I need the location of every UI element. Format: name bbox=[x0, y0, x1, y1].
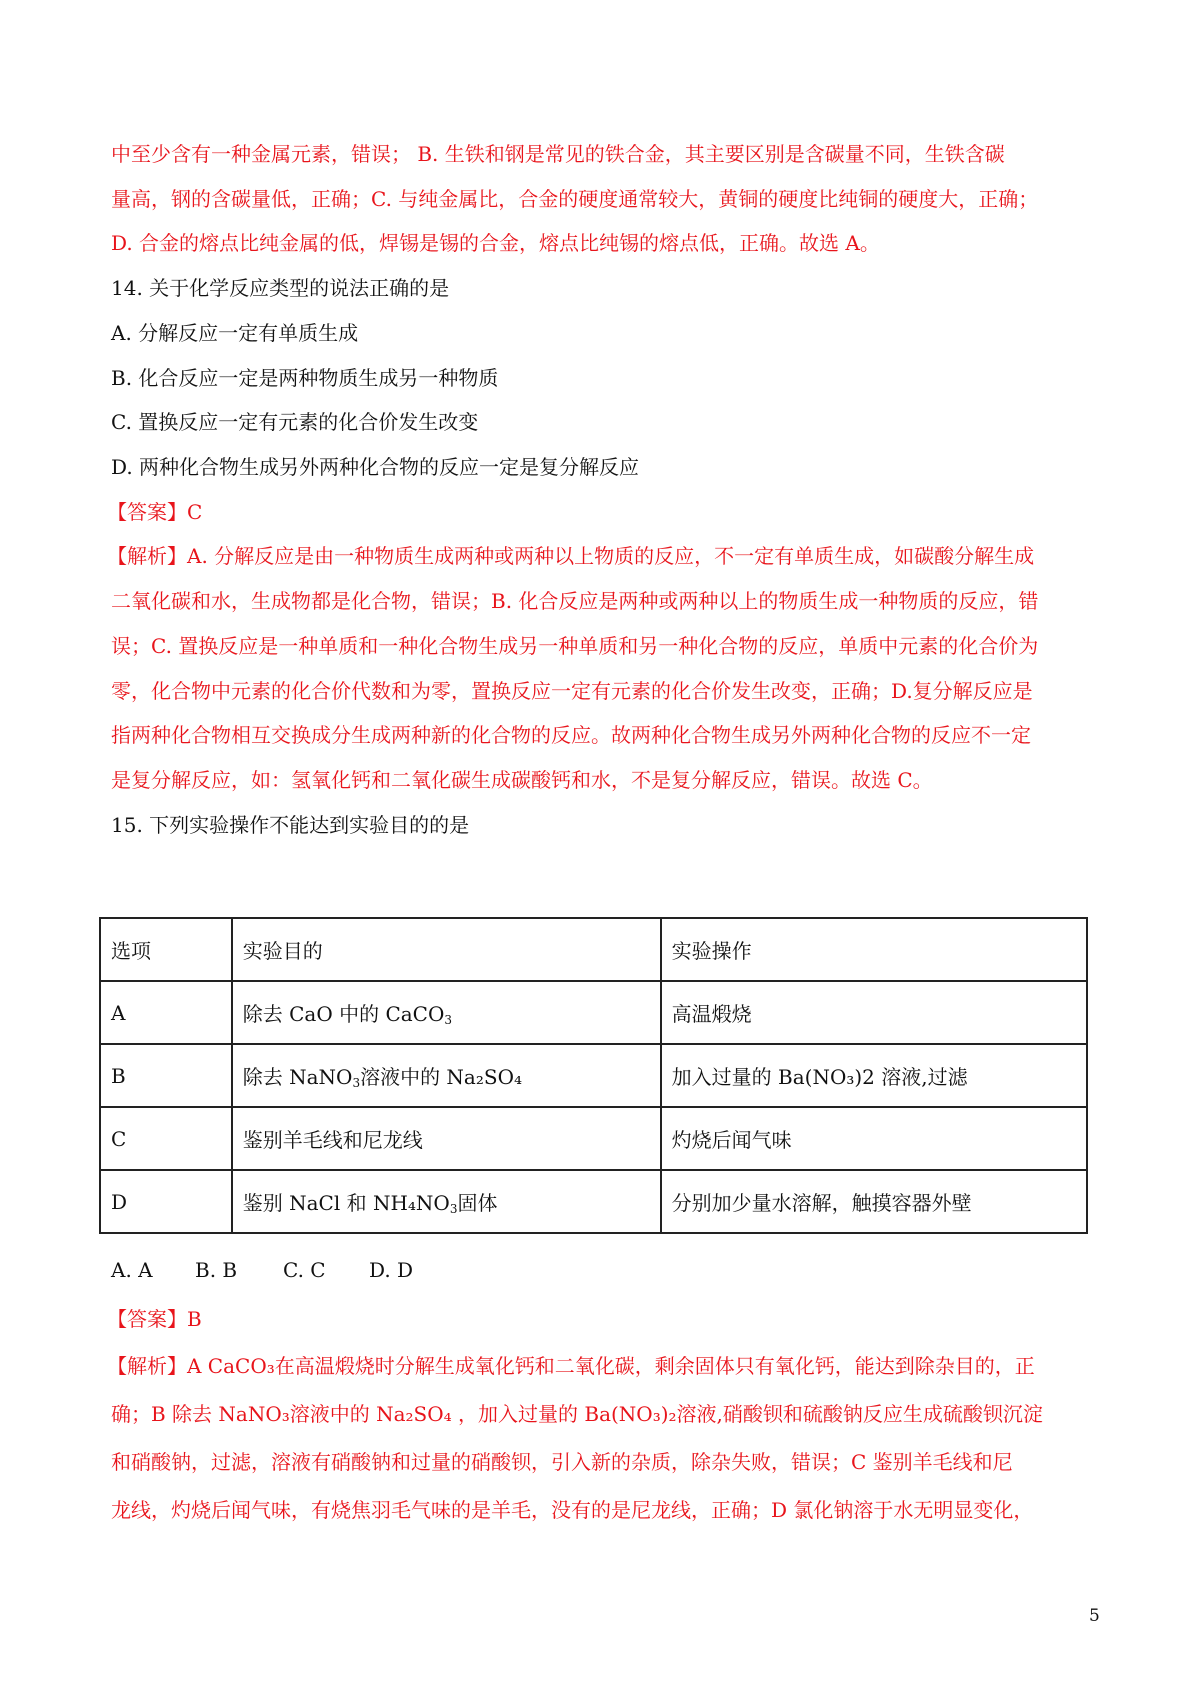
purpose-text-tail: 溶液中的 Na₂SO₄ bbox=[360, 1065, 522, 1089]
purpose-subscript: 3 bbox=[352, 1076, 361, 1090]
row-purpose bbox=[232, 1044, 661, 1107]
purpose-text: 鉴别 NaCl 和 NH₄NO bbox=[242, 1191, 450, 1215]
q13-explanation-line-2: 量高，钢的含碳量低，正确；C. 与纯金属比，合金的硬度通常较大，黄铜的硬度比纯铜的硬度大，正确； bbox=[111, 187, 1039, 211]
q14-explanation-line-3: 误；C. 置换反应是一种单质和一种化合物生成另一种单质和另一种化合物的反应，单质中元素的化合价为 bbox=[111, 634, 1039, 658]
header-option: 选项 bbox=[100, 918, 232, 981]
q15-explanation-line-4: 龙线，灼烧后闻气味，有烧焦羽毛气味的是羊毛，没有的是尼龙线，正确；D 氯化钠溶于水无明显变化， bbox=[111, 1498, 1034, 1522]
table-row bbox=[100, 981, 1087, 1044]
purpose-text-tail: 固体 bbox=[457, 1191, 498, 1215]
table-header-row bbox=[100, 918, 1087, 981]
header-purpose: 实验目的 bbox=[232, 918, 661, 981]
purpose-text: 鉴别羊毛线和尼龙线 bbox=[242, 1128, 423, 1152]
q14-option-d: D. 两种化合物生成另外两种化合物的反应一定是复分解反应 bbox=[111, 455, 640, 479]
row-option: C bbox=[100, 1107, 232, 1170]
q15-choice-b: B. B bbox=[195, 1258, 238, 1282]
q15-stem: 15. 下列实验操作不能达到实验目的的是 bbox=[111, 813, 470, 837]
q13-explanation-line-1: 中至少含有一种金属元素，错误； B. 生铁和钢是常见的铁合金，其主要区别是含碳量不同，生铁含碳 bbox=[111, 142, 1005, 166]
q14-option-c: C. 置换反应一定有元素的化合价发生改变 bbox=[111, 410, 479, 434]
row-operation: 分别加少量水溶解，触摸容器外壁 bbox=[661, 1170, 1087, 1233]
q15-choices bbox=[111, 1257, 413, 1283]
q14-explanation-line-4: 零，化合物中元素的化合价代数和为零，置换反应一定有元素的化合价发生改变，正确；D.复分解反应是 bbox=[111, 679, 1033, 703]
q14-answer: 【答案】C bbox=[107, 500, 203, 524]
table-row bbox=[100, 1170, 1087, 1233]
table-row bbox=[100, 1044, 1087, 1107]
q15-choice-c: C. C bbox=[283, 1258, 326, 1282]
page-number: 5 bbox=[1089, 1606, 1100, 1626]
row-option: D bbox=[100, 1170, 232, 1233]
q15-explanation-line-3: 和硝酸钠，过滤，溶液有硝酸钠和过量的硝酸钡，引入新的杂质，除杂失败，错误；C 鉴别羊毛线和尼 bbox=[111, 1450, 1013, 1474]
experiment-table bbox=[99, 917, 1088, 1234]
row-purpose bbox=[232, 1170, 661, 1233]
row-option: B bbox=[100, 1044, 232, 1107]
q14-explanation-line-6: 是复分解反应，如：氢氧化钙和二氧化碳生成碳酸钙和水，不是复分解反应，错误。故选 C。 bbox=[111, 768, 933, 792]
q14-option-a: A. 分解反应一定有单质生成 bbox=[111, 321, 359, 345]
purpose-text: 除去 NaNO bbox=[242, 1065, 353, 1089]
q15-answer: 【答案】B bbox=[107, 1307, 202, 1331]
q15-explanation-line-2: 确；B 除去 NaNO₃溶液中的 Na₂SO₄ ，加入过量的 Ba(NO₃)₂溶液,硝酸钡和硫酸钠反应生成硫酸钡沉淀 bbox=[111, 1402, 1043, 1426]
row-option: A bbox=[100, 981, 232, 1044]
q15-choice-d: D. D bbox=[369, 1258, 414, 1282]
row-operation: 加入过量的 Ba(NO₃)2 溶液,过滤 bbox=[661, 1044, 1087, 1107]
q14-explanation-line-5: 指两种化合物相互交换成分生成两种新的化合物的反应。故两种化合物生成另外两种化合物的反应不一定 bbox=[111, 723, 1031, 747]
purpose-subscript: 3 bbox=[449, 1202, 458, 1216]
header-operation: 实验操作 bbox=[661, 918, 1087, 981]
q15-choice-a: A. A bbox=[111, 1258, 153, 1282]
q13-explanation-line-3: D. 合金的熔点比纯金属的低，焊锡是锡的合金，熔点比纯锡的熔点低，正确。故选 A。 bbox=[111, 231, 880, 255]
q15-explanation-line-1: 【解析】A CaCO₃在高温煅烧时分解生成氧化钙和二氧化碳，剩余固体只有氧化钙，能达到除杂目的，正 bbox=[107, 1354, 1035, 1378]
row-operation: 高温煅烧 bbox=[661, 981, 1087, 1044]
row-purpose bbox=[232, 1107, 661, 1170]
row-purpose bbox=[232, 981, 661, 1044]
q14-option-b: B. 化合反应一定是两种物质生成另一种物质 bbox=[111, 366, 499, 390]
q14-explanation-line-1: 【解析】A. 分解反应是由一种物质生成两种或两种以上物质的反应，不一定有单质生成，如碳酸分解生成 bbox=[107, 544, 1035, 568]
row-operation: 灼烧后闻气味 bbox=[661, 1107, 1087, 1170]
purpose-subscript: 3 bbox=[444, 1013, 453, 1027]
table-row bbox=[100, 1107, 1087, 1170]
q14-stem: 14. 关于化学反应类型的说法正确的是 bbox=[111, 276, 450, 300]
purpose-text: 除去 CaO 中的 CaCO bbox=[242, 1002, 445, 1026]
q14-explanation-line-2: 二氧化碳和水，生成物都是化合物，错误；B. 化合反应是两种或两种以上的物质生成一种物质的反应，错 bbox=[111, 589, 1039, 613]
